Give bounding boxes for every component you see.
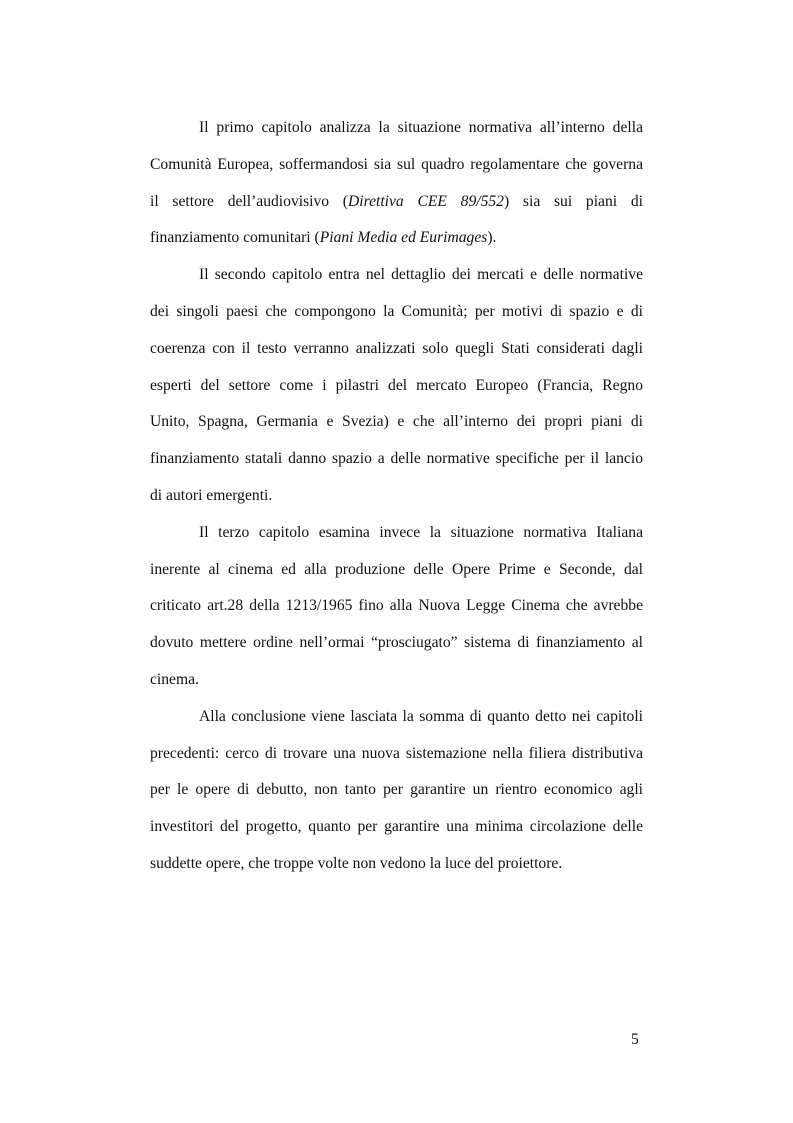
- paragraph: [150, 110, 643, 257]
- text-line: [150, 331, 643, 368]
- text-run: finanziamento statali danno spazio a delle normative specifiche per il lancio: [150, 450, 643, 468]
- text-line: [150, 846, 643, 883]
- text-line: [150, 699, 643, 736]
- text-line: [150, 404, 643, 441]
- text-run: cinema.: [150, 670, 199, 688]
- text-line: [150, 552, 643, 589]
- text-run: coerenza con il testo verranno analizzati solo quegli Stati considerati dagli: [150, 339, 643, 357]
- italic-text: Piani Media ed Eurimages: [319, 229, 488, 247]
- text-run: finanziamento comunitari (: [150, 229, 320, 247]
- text-line: [150, 184, 643, 221]
- text-run: Il primo capitolo analizza la situazione normativa all’interno della: [199, 119, 643, 136]
- paragraph: [150, 699, 643, 883]
- paragraph: [150, 515, 643, 699]
- text-line: [150, 294, 643, 331]
- text-line: [150, 368, 643, 405]
- text-run: di autori emergenti.: [150, 486, 273, 504]
- text-line: [150, 257, 643, 294]
- text-line: [150, 625, 643, 662]
- text-run: il settore dell’audiovisivo (: [150, 192, 348, 210]
- text-line: [150, 441, 643, 478]
- text-run: suddette opere, che troppe volte non vedono la luce del proiettore.: [150, 854, 563, 872]
- text-run: Alla conclusione viene lasciata la somma di quanto detto nei capitoli: [199, 707, 643, 725]
- paragraph: [150, 257, 643, 515]
- text-line: [150, 588, 643, 625]
- text-run: Il secondo capitolo entra nel dettaglio dei mercati e delle normative: [199, 266, 643, 284]
- text-line: [150, 515, 643, 552]
- text-line: [150, 147, 643, 184]
- text-run: precedenti: cerco di trovare una nuova sistemazione nella filiera distributiva: [150, 744, 643, 762]
- text-run: per le opere di debutto, non tanto per garantire un rientro economico agli: [150, 781, 643, 799]
- text-line: [150, 220, 643, 257]
- text-run: dovuto mettere ordine nell’ormai “prosciugato” sistema di finanziamento al: [150, 634, 643, 652]
- text-line: [150, 478, 643, 515]
- text-run: criticato art.28 della 1213/1965 fino alla Nuova Legge Cinema che avrebbe: [150, 597, 643, 615]
- text-line: [150, 772, 643, 809]
- text-run: Il terzo capitolo esamina invece la situazione normativa Italiana: [199, 523, 643, 541]
- text-run: ) sia sui piani di: [503, 192, 643, 210]
- italic-text: Direttiva CEE 89/552: [348, 192, 504, 210]
- text-run: Unito, Spagna, Germania e Svezia) e che all’interno dei propri piani di: [150, 413, 643, 431]
- text-line: [150, 662, 643, 699]
- body-text: [150, 110, 643, 883]
- text-run: dei singoli paesi che compongono la Comunità; per motivi di spazio e di: [150, 302, 643, 320]
- text-run: Comunità Europea, soffermandosi sia sul quadro regolamentare che governa: [150, 155, 643, 173]
- text-line: [150, 809, 643, 846]
- page-number: 5: [631, 1031, 639, 1048]
- text-run: esperti del settore come i pilastri del mercato Europeo (Francia, Regno: [150, 376, 643, 394]
- text-line: [150, 736, 643, 773]
- text-run: ).: [487, 229, 497, 247]
- text-run: inerente al cinema ed alla produzione delle Opere Prime e Seconde, dal: [150, 560, 643, 578]
- text-line: [150, 110, 643, 147]
- text-run: investitori del progetto, quanto per garantire una minima circolazione delle: [150, 818, 643, 836]
